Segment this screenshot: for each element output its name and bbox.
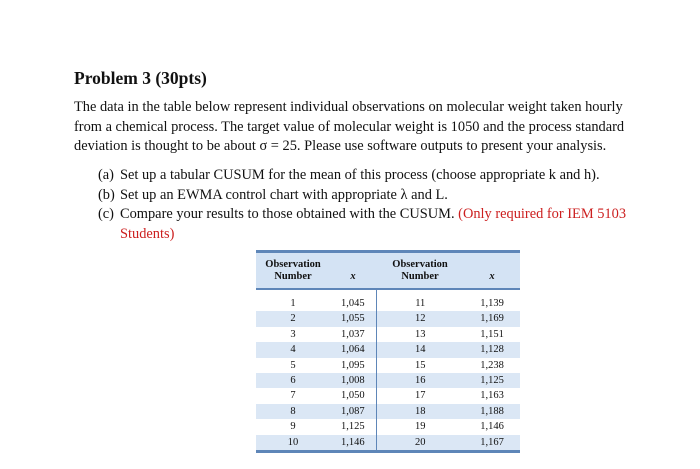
table-row [256, 404, 520, 419]
problem-intro: The data in the table below represent individual observations on molecular weight taken hourly from a chemical process. The target value of molecular weight is 1050 and the process standard deviation is thought to be about σ = 25. Please use software outputs to present your analysis. [74, 99, 625, 155]
observation-number-cell: 7 [290, 390, 296, 402]
table-row [256, 311, 520, 326]
x-value-cell: 1,037 [330, 327, 376, 342]
observation-number-cell: 9 [290, 421, 296, 433]
x-value-cell: 1,125 [330, 419, 376, 434]
x-value-cell: 1,146 [480, 421, 504, 433]
x-value-cell: 1,151 [480, 328, 504, 340]
table-row [256, 373, 520, 388]
table-row [256, 419, 520, 434]
observation-number-cell: 6 [256, 373, 330, 388]
x-value-cell: 1,188 [464, 404, 520, 419]
x-value-cell: 1,128 [464, 342, 520, 357]
x-value-cell: 1,163 [480, 390, 504, 402]
observation-number-cell: 5 [290, 359, 296, 371]
observation-number-cell: 12 [376, 311, 464, 326]
observation-number-cell: 17 [415, 390, 426, 402]
x-value-cell: 1,064 [330, 342, 376, 357]
table-row [256, 388, 520, 403]
observation-number-cell: 8 [256, 404, 330, 419]
x-value-cell: 1,087 [330, 404, 376, 419]
part-b [98, 186, 658, 206]
observation-number-cell: 13 [415, 328, 426, 340]
part-label: (c) [98, 206, 114, 223]
observation-number-cell: 4 [256, 342, 330, 357]
part-c [98, 205, 658, 244]
part-body [120, 205, 658, 244]
observation-number-cell: 1 [290, 298, 296, 309]
problem-title: Problem 3 (30pts) [74, 68, 207, 88]
part-a [98, 166, 658, 186]
x-value-cell: 1,238 [480, 359, 504, 371]
header-observation-number: Observation Number [256, 252, 330, 290]
x-value-cell: 1,139 [480, 298, 504, 309]
observation-number-cell: 3 [290, 328, 296, 340]
table-row [256, 342, 520, 357]
data-table [256, 250, 520, 453]
x-value-cell: 1,045 [330, 289, 376, 311]
x-value-cell: 1,167 [464, 435, 520, 452]
table-row [256, 289, 520, 311]
x-value-cell: 1,055 [330, 311, 376, 326]
table-header-row [256, 252, 520, 290]
observation-number-cell: 19 [415, 421, 426, 433]
problem-parts [98, 166, 658, 244]
x-value-cell: 1,050 [330, 388, 376, 403]
x-value-cell: 1,095 [330, 358, 376, 373]
part-note: (Only required for IEM 5103 Students) [120, 206, 627, 242]
part-text: Set up a tabular CUSUM for the mean of this process (choose appropriate k and h). [120, 167, 600, 183]
observation-number-cell: 18 [376, 404, 464, 419]
observation-number-cell: 2 [256, 311, 330, 326]
observation-number-cell: 11 [415, 298, 426, 309]
header-x: x [330, 252, 376, 290]
table-row [256, 358, 520, 373]
header-observation-number: Observation Number [376, 252, 464, 290]
table-row [256, 435, 520, 452]
observation-number-cell: 15 [415, 359, 426, 371]
observation-number-cell: 16 [376, 373, 464, 388]
part-text: Set up an EWMA control chart with appropriate λ and L. [120, 186, 448, 203]
x-value-cell: 1,146 [330, 435, 376, 452]
x-value-cell: 1,169 [464, 311, 520, 326]
part-label: (b) [98, 186, 115, 203]
observation-number-cell: 20 [376, 435, 464, 452]
observation-number-cell: 10 [256, 435, 330, 452]
table-row [256, 327, 520, 342]
part-label: (a) [98, 167, 114, 183]
header-x: x [464, 252, 520, 290]
x-value-cell: 1,125 [464, 373, 520, 388]
observation-number-cell: 14 [376, 342, 464, 357]
part-text: Compare your results to those obtained with the CUSUM. [120, 206, 455, 223]
x-value-cell: 1,008 [330, 373, 376, 388]
